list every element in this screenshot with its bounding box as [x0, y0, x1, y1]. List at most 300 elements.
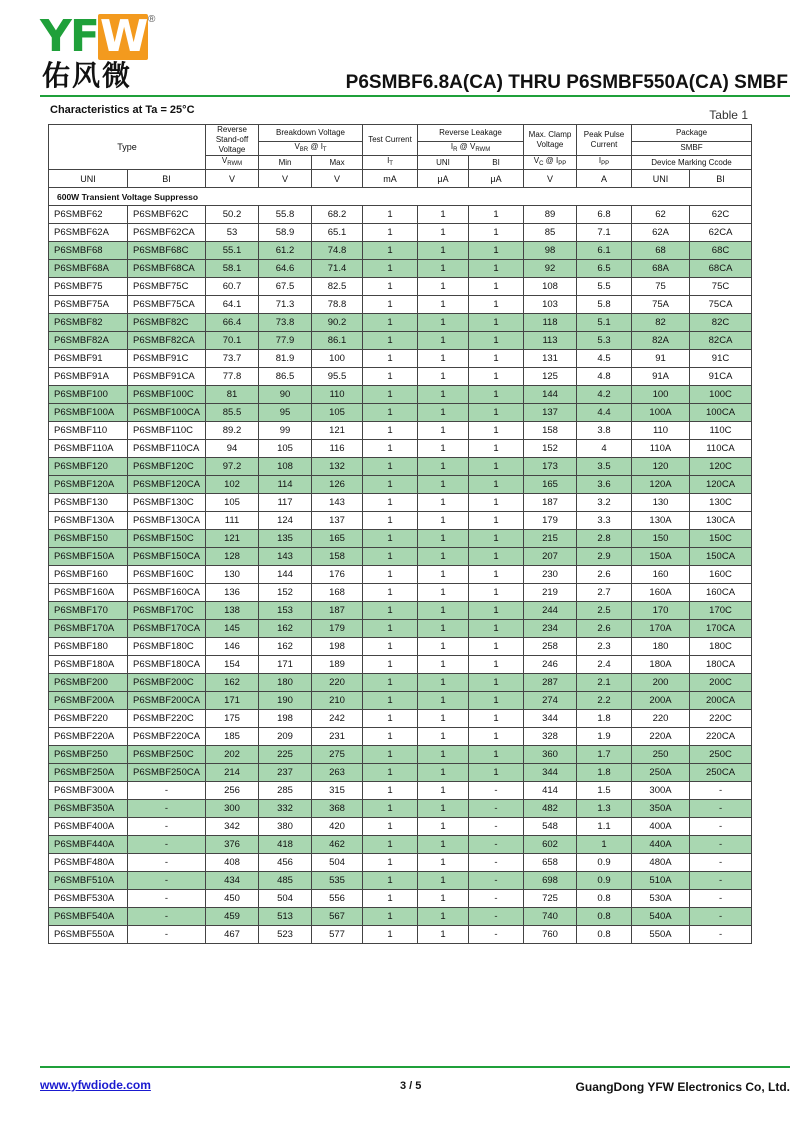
- bi-type-cell: P6SMBF170CA: [128, 620, 206, 638]
- value-cell: 153: [259, 602, 312, 620]
- value-cell: 1: [418, 728, 469, 746]
- value-cell: 220CA: [690, 728, 752, 746]
- value-cell: 1: [363, 620, 418, 638]
- value-cell: 1: [469, 530, 524, 548]
- table-row: [49, 314, 752, 332]
- value-cell: 230: [524, 566, 577, 584]
- value-cell: 4.4: [577, 404, 632, 422]
- uni-type-cell: P6SMBF75A: [49, 296, 128, 314]
- uni-type-cell: P6SMBF180A: [49, 656, 128, 674]
- value-cell: 698: [524, 872, 577, 890]
- value-cell: 125: [524, 368, 577, 386]
- table-row: [49, 800, 752, 818]
- value-cell: 360: [524, 746, 577, 764]
- value-cell: 577: [312, 926, 363, 944]
- value-cell: 1: [418, 296, 469, 314]
- value-cell: 190: [259, 692, 312, 710]
- value-cell: 1.5: [577, 782, 632, 800]
- value-cell: 121: [206, 530, 259, 548]
- uni-type-cell: P6SMBF220: [49, 710, 128, 728]
- value-cell: 480A: [632, 854, 690, 872]
- value-cell: 1: [363, 242, 418, 260]
- value-cell: 82A: [632, 332, 690, 350]
- value-cell: 1: [418, 890, 469, 908]
- value-cell: 180A: [632, 656, 690, 674]
- section-title: 600W Transient Voltage Suppresso: [49, 188, 752, 206]
- uni-type-cell: P6SMBF170: [49, 602, 128, 620]
- value-cell: 467: [206, 926, 259, 944]
- value-cell: 1: [469, 620, 524, 638]
- value-cell: 162: [206, 674, 259, 692]
- value-cell: 400A: [632, 818, 690, 836]
- value-cell: 1: [418, 548, 469, 566]
- package-header: Package: [632, 125, 752, 142]
- value-cell: 86.5: [259, 368, 312, 386]
- value-cell: 3.5: [577, 458, 632, 476]
- value-cell: -: [469, 782, 524, 800]
- uni-type-cell: P6SMBF400A: [49, 818, 128, 836]
- value-cell: 1: [577, 836, 632, 854]
- value-cell: 180C: [690, 638, 752, 656]
- value-cell: 179: [524, 512, 577, 530]
- value-cell: 1: [418, 530, 469, 548]
- table-row: [49, 386, 752, 404]
- value-cell: 4.2: [577, 386, 632, 404]
- value-cell: 146: [206, 638, 259, 656]
- value-cell: 158: [524, 422, 577, 440]
- value-cell: 180CA: [690, 656, 752, 674]
- unit-cell: μA: [469, 170, 524, 188]
- value-cell: 1: [469, 422, 524, 440]
- value-cell: 1: [363, 530, 418, 548]
- bi-type-cell: P6SMBF200C: [128, 674, 206, 692]
- value-cell: 130CA: [690, 512, 752, 530]
- value-cell: 1: [418, 458, 469, 476]
- uni-type-cell: P6SMBF170A: [49, 620, 128, 638]
- table-row: [49, 764, 752, 782]
- value-cell: 58.9: [259, 224, 312, 242]
- value-cell: -: [690, 800, 752, 818]
- value-cell: 90.2: [312, 314, 363, 332]
- leak-uni-header: UNI: [418, 156, 469, 170]
- table-row: [49, 350, 752, 368]
- value-cell: 2.3: [577, 638, 632, 656]
- marking-code-header: Device Marking Ccode: [632, 156, 752, 170]
- value-cell: 120CA: [690, 476, 752, 494]
- value-cell: 1: [363, 512, 418, 530]
- uni-type-cell: P6SMBF150A: [49, 548, 128, 566]
- uni-type-cell: P6SMBF530A: [49, 890, 128, 908]
- value-cell: 523: [259, 926, 312, 944]
- table-row: [49, 782, 752, 800]
- value-cell: 2.4: [577, 656, 632, 674]
- value-cell: 1: [469, 656, 524, 674]
- value-cell: 6.8: [577, 206, 632, 224]
- value-cell: 1: [469, 566, 524, 584]
- value-cell: 1: [363, 224, 418, 242]
- bi-type-cell: P6SMBF160C: [128, 566, 206, 584]
- value-cell: 89: [524, 206, 577, 224]
- it-header: $I_T$: [363, 156, 418, 170]
- value-cell: 145: [206, 620, 259, 638]
- vbr-header: $V_{BR}$ @ $I_T$: [259, 141, 363, 155]
- value-cell: 231: [312, 728, 363, 746]
- value-cell: 77.8: [206, 368, 259, 386]
- value-cell: 1: [469, 278, 524, 296]
- value-cell: 1.8: [577, 710, 632, 728]
- value-cell: 100CA: [690, 404, 752, 422]
- value-cell: 368: [312, 800, 363, 818]
- value-cell: 220A: [632, 728, 690, 746]
- value-cell: 144: [259, 566, 312, 584]
- value-cell: 130C: [690, 494, 752, 512]
- uni-type-cell: P6SMBF200A: [49, 692, 128, 710]
- value-cell: 82: [632, 314, 690, 332]
- value-cell: 135: [259, 530, 312, 548]
- spec-table-body: [49, 188, 752, 944]
- value-cell: 725: [524, 890, 577, 908]
- uni-type-cell: P6SMBF200: [49, 674, 128, 692]
- unit-cell: UNI: [49, 170, 128, 188]
- value-cell: 198: [312, 638, 363, 656]
- value-cell: 0.8: [577, 890, 632, 908]
- uni-type-cell: P6SMBF160A: [49, 584, 128, 602]
- value-cell: 7.1: [577, 224, 632, 242]
- value-cell: 138: [206, 602, 259, 620]
- value-cell: 1: [418, 710, 469, 728]
- company-name: GuangDong YFW Electronics Co, Ltd.: [575, 1080, 790, 1094]
- value-cell: 1: [469, 602, 524, 620]
- min-header: Min: [259, 156, 312, 170]
- value-cell: 250A: [632, 764, 690, 782]
- website-link[interactable]: www.yfwdiode.com: [40, 1078, 151, 1092]
- value-cell: 434: [206, 872, 259, 890]
- uni-type-cell: P6SMBF91A: [49, 368, 128, 386]
- value-cell: -: [690, 836, 752, 854]
- value-cell: 5.3: [577, 332, 632, 350]
- value-cell: 1: [469, 368, 524, 386]
- type-header: Type: [49, 125, 206, 170]
- value-cell: 1.8: [577, 764, 632, 782]
- value-cell: 207: [524, 548, 577, 566]
- value-cell: 75C: [690, 278, 752, 296]
- value-cell: 165: [312, 530, 363, 548]
- value-cell: 1: [469, 674, 524, 692]
- value-cell: 256: [206, 782, 259, 800]
- value-cell: 202: [206, 746, 259, 764]
- value-cell: 1: [418, 440, 469, 458]
- value-cell: 200C: [690, 674, 752, 692]
- unit-cell: V: [524, 170, 577, 188]
- value-cell: 1: [363, 674, 418, 692]
- value-cell: 113: [524, 332, 577, 350]
- bi-type-cell: P6SMBF62CA: [128, 224, 206, 242]
- value-cell: 73.8: [259, 314, 312, 332]
- value-cell: 504: [259, 890, 312, 908]
- value-cell: 1: [418, 278, 469, 296]
- value-cell: 75A: [632, 296, 690, 314]
- value-cell: 62: [632, 206, 690, 224]
- value-cell: 513: [259, 908, 312, 926]
- bi-type-cell: P6SMBF91CA: [128, 368, 206, 386]
- value-cell: 91C: [690, 350, 752, 368]
- value-cell: 344: [524, 764, 577, 782]
- uni-type-cell: P6SMBF120A: [49, 476, 128, 494]
- bi-type-cell: P6SMBF120CA: [128, 476, 206, 494]
- value-cell: 95: [259, 404, 312, 422]
- value-cell: 180: [259, 674, 312, 692]
- bi-type-cell: P6SMBF170C: [128, 602, 206, 620]
- value-cell: 108: [259, 458, 312, 476]
- value-cell: 315: [312, 782, 363, 800]
- value-cell: 214: [206, 764, 259, 782]
- bi-type-cell: P6SMBF82C: [128, 314, 206, 332]
- value-cell: 1: [363, 926, 418, 944]
- value-cell: 1: [469, 260, 524, 278]
- value-cell: 548: [524, 818, 577, 836]
- table-row: [49, 404, 752, 422]
- value-cell: 209: [259, 728, 312, 746]
- value-cell: 150CA: [690, 548, 752, 566]
- value-cell: 105: [259, 440, 312, 458]
- value-cell: 95.5: [312, 368, 363, 386]
- value-cell: 1: [418, 800, 469, 818]
- value-cell: 1: [363, 458, 418, 476]
- value-cell: -: [469, 800, 524, 818]
- value-cell: 1: [363, 890, 418, 908]
- value-cell: 3.6: [577, 476, 632, 494]
- value-cell: 128: [206, 548, 259, 566]
- value-cell: 482: [524, 800, 577, 818]
- value-cell: 50.2: [206, 206, 259, 224]
- value-cell: 1: [363, 566, 418, 584]
- table-row: [49, 854, 752, 872]
- uni-type-cell: P6SMBF120: [49, 458, 128, 476]
- table-row: [49, 260, 752, 278]
- value-cell: 176: [312, 566, 363, 584]
- uni-type-cell: P6SMBF62: [49, 206, 128, 224]
- bi-type-cell: P6SMBF75CA: [128, 296, 206, 314]
- value-cell: 550A: [632, 926, 690, 944]
- value-cell: 170: [632, 602, 690, 620]
- value-cell: 1: [418, 854, 469, 872]
- value-cell: 1: [418, 566, 469, 584]
- value-cell: 58.1: [206, 260, 259, 278]
- value-cell: 6.5: [577, 260, 632, 278]
- value-cell: 1: [469, 314, 524, 332]
- value-cell: 61.2: [259, 242, 312, 260]
- value-cell: 3.8: [577, 422, 632, 440]
- value-cell: 68: [632, 242, 690, 260]
- value-cell: 5.8: [577, 296, 632, 314]
- value-cell: 160: [632, 566, 690, 584]
- value-cell: 171: [206, 692, 259, 710]
- registered-mark: ®: [148, 14, 156, 25]
- value-cell: 1: [363, 602, 418, 620]
- value-cell: 1: [418, 386, 469, 404]
- value-cell: 1: [418, 692, 469, 710]
- value-cell: 1: [363, 656, 418, 674]
- value-cell: 160CA: [690, 584, 752, 602]
- value-cell: 2.7: [577, 584, 632, 602]
- uni-type-cell: P6SMBF540A: [49, 908, 128, 926]
- value-cell: 418: [259, 836, 312, 854]
- uni-type-cell: P6SMBF110: [49, 422, 128, 440]
- value-cell: 1: [418, 242, 469, 260]
- value-cell: 82C: [690, 314, 752, 332]
- value-cell: 1: [418, 476, 469, 494]
- value-cell: 1: [363, 386, 418, 404]
- value-cell: 1: [363, 440, 418, 458]
- value-cell: 64.1: [206, 296, 259, 314]
- page-number: 3 / 5: [400, 1080, 422, 1092]
- value-cell: 1: [363, 404, 418, 422]
- value-cell: 175: [206, 710, 259, 728]
- value-cell: 1: [363, 854, 418, 872]
- value-cell: 567: [312, 908, 363, 926]
- value-cell: 6.1: [577, 242, 632, 260]
- value-cell: 250CA: [690, 764, 752, 782]
- value-cell: 73.7: [206, 350, 259, 368]
- bi-type-cell: P6SMBF120C: [128, 458, 206, 476]
- value-cell: 100: [312, 350, 363, 368]
- table-row: [49, 440, 752, 458]
- value-cell: 1.7: [577, 746, 632, 764]
- value-cell: 62A: [632, 224, 690, 242]
- uni-type-cell: P6SMBF150: [49, 530, 128, 548]
- value-cell: 2.2: [577, 692, 632, 710]
- value-cell: 1: [469, 458, 524, 476]
- table-row: [49, 890, 752, 908]
- leak-bi-header: BI: [469, 156, 524, 170]
- value-cell: 3.2: [577, 494, 632, 512]
- value-cell: 1: [469, 224, 524, 242]
- value-cell: 1: [418, 782, 469, 800]
- value-cell: 120: [632, 458, 690, 476]
- value-cell: 98: [524, 242, 577, 260]
- table-row: [49, 530, 752, 548]
- uni-type-cell: P6SMBF510A: [49, 872, 128, 890]
- value-cell: 179: [312, 620, 363, 638]
- value-cell: 105: [206, 494, 259, 512]
- value-cell: 1: [418, 584, 469, 602]
- value-cell: 1: [469, 404, 524, 422]
- uni-type-cell: P6SMBF110A: [49, 440, 128, 458]
- value-cell: 110: [312, 386, 363, 404]
- value-cell: 131: [524, 350, 577, 368]
- value-cell: 244: [524, 602, 577, 620]
- characteristics-label: Characteristics at Ta = 25°C: [50, 104, 195, 116]
- value-cell: 130A: [632, 512, 690, 530]
- value-cell: 1: [469, 332, 524, 350]
- bi-type-cell: P6SMBF110C: [128, 422, 206, 440]
- value-cell: 1: [418, 908, 469, 926]
- value-cell: 1.1: [577, 818, 632, 836]
- value-cell: 77.9: [259, 332, 312, 350]
- table-row: [49, 584, 752, 602]
- value-cell: 1: [418, 836, 469, 854]
- bi-type-cell: P6SMBF68C: [128, 242, 206, 260]
- value-cell: 760: [524, 926, 577, 944]
- bi-type-cell: P6SMBF180CA: [128, 656, 206, 674]
- uni-type-cell: P6SMBF480A: [49, 854, 128, 872]
- value-cell: 220C: [690, 710, 752, 728]
- bi-type-cell: -: [128, 782, 206, 800]
- value-cell: 1: [418, 674, 469, 692]
- value-cell: 263: [312, 764, 363, 782]
- value-cell: 1: [363, 746, 418, 764]
- value-cell: -: [469, 890, 524, 908]
- value-cell: 1: [363, 332, 418, 350]
- value-cell: 1: [469, 764, 524, 782]
- value-cell: 1: [363, 692, 418, 710]
- value-cell: 1.9: [577, 728, 632, 746]
- bi-type-cell: P6SMBF130CA: [128, 512, 206, 530]
- value-cell: 150: [632, 530, 690, 548]
- footer-divider: [40, 1066, 790, 1068]
- uni-type-cell: P6SMBF350A: [49, 800, 128, 818]
- value-cell: 1: [469, 386, 524, 404]
- value-cell: 1: [363, 314, 418, 332]
- value-cell: 1: [363, 584, 418, 602]
- value-cell: 82.5: [312, 278, 363, 296]
- value-cell: 2.1: [577, 674, 632, 692]
- table-row: [49, 674, 752, 692]
- value-cell: 246: [524, 656, 577, 674]
- value-cell: 152: [259, 584, 312, 602]
- bi-type-cell: P6SMBF180C: [128, 638, 206, 656]
- bi-type-cell: P6SMBF150CA: [128, 548, 206, 566]
- value-cell: 485: [259, 872, 312, 890]
- value-cell: 1: [418, 620, 469, 638]
- value-cell: 1: [363, 368, 418, 386]
- value-cell: 189: [312, 656, 363, 674]
- table-row: [49, 296, 752, 314]
- value-cell: -: [469, 854, 524, 872]
- smbf-header: SMBF: [632, 141, 752, 155]
- value-cell: 1: [418, 350, 469, 368]
- bi-type-cell: P6SMBF62C: [128, 206, 206, 224]
- uni-type-cell: P6SMBF68: [49, 242, 128, 260]
- bi-type-cell: -: [128, 926, 206, 944]
- value-cell: 55.1: [206, 242, 259, 260]
- value-cell: 459: [206, 908, 259, 926]
- value-cell: 165: [524, 476, 577, 494]
- value-cell: 1: [469, 746, 524, 764]
- value-cell: 4: [577, 440, 632, 458]
- value-cell: 132: [312, 458, 363, 476]
- value-cell: 1: [418, 638, 469, 656]
- table-row: [49, 602, 752, 620]
- value-cell: 2.5: [577, 602, 632, 620]
- table-row: [49, 728, 752, 746]
- value-cell: -: [690, 908, 752, 926]
- value-cell: 220: [632, 710, 690, 728]
- value-cell: 350A: [632, 800, 690, 818]
- value-cell: 237: [259, 764, 312, 782]
- value-cell: 162: [259, 620, 312, 638]
- value-cell: 1: [363, 782, 418, 800]
- value-cell: 137: [524, 404, 577, 422]
- value-cell: 234: [524, 620, 577, 638]
- value-cell: 100: [632, 386, 690, 404]
- value-cell: 602: [524, 836, 577, 854]
- value-cell: 120C: [690, 458, 752, 476]
- value-cell: 1: [418, 764, 469, 782]
- value-cell: 65.1: [312, 224, 363, 242]
- value-cell: 105: [312, 404, 363, 422]
- unit-cell: V: [312, 170, 363, 188]
